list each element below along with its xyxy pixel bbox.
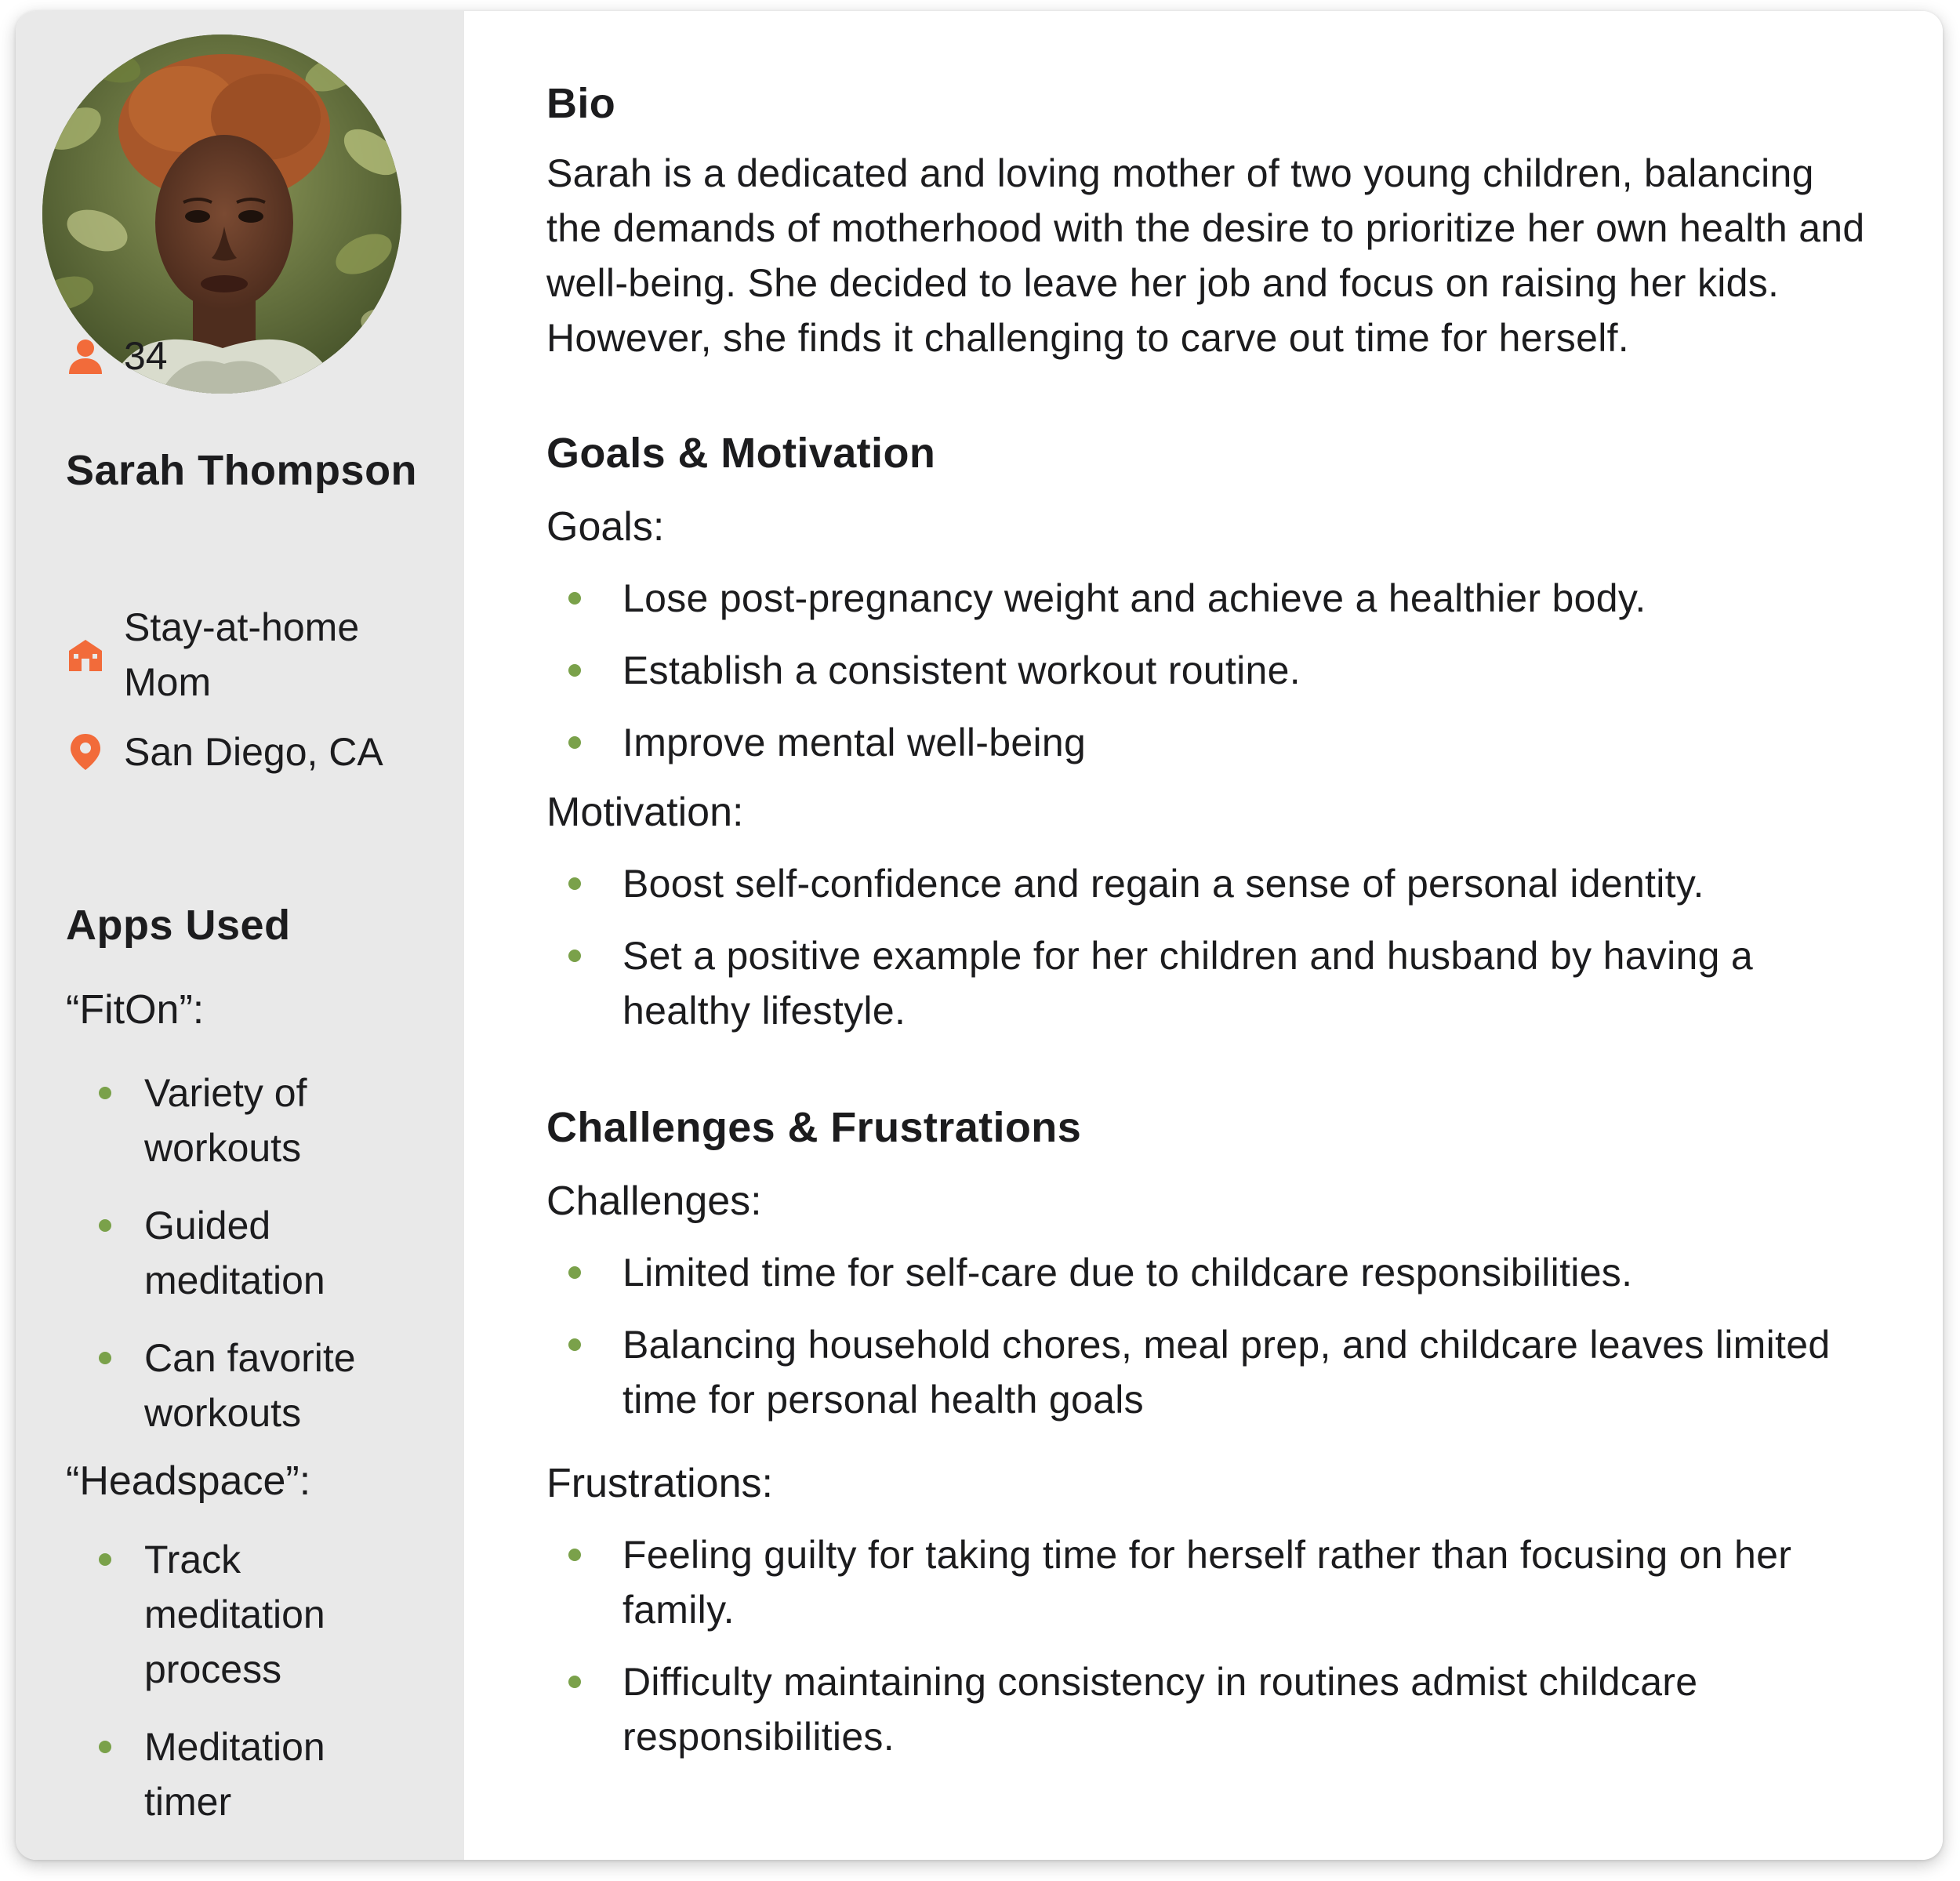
challenges-frustrations-title: Challenges & Frustrations xyxy=(546,1104,1082,1151)
bullet-dot xyxy=(99,1219,111,1232)
apps-used-title: Apps Used xyxy=(66,902,291,949)
goals-label: Goals: xyxy=(546,504,665,550)
bullet-dot xyxy=(568,1549,581,1561)
list-item: Improve mental well-being xyxy=(546,715,1885,770)
bio-section xyxy=(546,78,1911,365)
bullet-dot xyxy=(568,1266,581,1279)
list-item: Difficulty maintaining consistency in routines admist childcare responsibilities. xyxy=(546,1654,1885,1764)
goals-motivation-title: Goals & Motivation xyxy=(546,430,936,477)
persona-name: Sarah Thompson xyxy=(66,447,418,494)
bio-title: Bio xyxy=(546,80,616,127)
persona-main xyxy=(464,11,1943,1860)
bullet-dot xyxy=(99,1352,111,1364)
frustrations-label: Frustrations: xyxy=(546,1461,773,1506)
bullet-dot xyxy=(568,950,581,962)
bullet-dot xyxy=(99,1553,111,1566)
bullet-dot xyxy=(568,877,581,890)
bullet-dot xyxy=(99,1087,111,1099)
list-item: Limited time for self-care due to childcare responsibilities. xyxy=(546,1245,1885,1300)
bullet-dot xyxy=(568,1676,581,1688)
location-pin-icon xyxy=(66,732,105,772)
list-item: Balancing household chores, meal prep, and childcare leaves limited time for personal health goals xyxy=(546,1317,1885,1427)
list-item: Lose post-pregnancy weight and achieve a healthier body. xyxy=(546,571,1885,626)
bio-text: Sarah is a dedicated and loving mother of two young children, balancing the demands of motherhood with the desire to prioritize her own health and well-being. She decided to leave her job and focus on raising her kids. However, she finds it challenging to carve out time for herself. xyxy=(546,151,1865,360)
bullet-dot xyxy=(568,592,581,605)
persona-location: San Diego, CA xyxy=(124,730,383,774)
list-item: Set a positive example for her children and husband by having a healthy lifestyle. xyxy=(546,928,1885,1038)
challenges-list xyxy=(546,1245,1911,1427)
list-item: Feeling guilty for taking time for herself rather than focusing on her family. xyxy=(546,1527,1885,1637)
list-item: Track meditation process xyxy=(66,1532,411,1697)
bullet-dot xyxy=(568,664,581,677)
list-item: Can favorite workouts xyxy=(66,1331,411,1440)
house-icon xyxy=(66,635,105,674)
list-item: Establish a consistent workout routine. xyxy=(546,643,1885,698)
challenges-label: Challenges: xyxy=(546,1178,762,1224)
list-item: Meditation timer xyxy=(66,1719,411,1829)
app-name-headspace: “Headspace”: xyxy=(66,1458,311,1504)
challenges-frustrations-section xyxy=(546,1102,1911,1764)
app-feature-list-headspace xyxy=(66,1532,411,1852)
motivation-label: Motivation: xyxy=(546,790,744,835)
persona-age-row xyxy=(66,329,406,383)
persona-location-row xyxy=(66,724,406,779)
person-icon xyxy=(66,336,105,376)
goals-list xyxy=(546,571,1911,770)
persona-card xyxy=(16,11,1943,1860)
motivation-list xyxy=(546,856,1911,1038)
bullet-dot xyxy=(99,1741,111,1753)
list-item: Guided meditation xyxy=(66,1198,411,1308)
list-item: Variety of workouts xyxy=(66,1066,411,1175)
persona-age: 34 xyxy=(124,334,168,378)
bullet-dot xyxy=(568,1338,581,1351)
bullet-dot xyxy=(568,736,581,749)
persona-sidebar xyxy=(16,11,464,1860)
goals-motivation-section xyxy=(546,428,1911,1038)
persona-occupation: Stay-at-home Mom xyxy=(124,605,360,704)
app-feature-list-fiton xyxy=(66,1066,411,1463)
list-item: Boost self-confidence and regain a sense of personal identity. xyxy=(546,856,1885,911)
frustrations-list xyxy=(546,1527,1911,1764)
persona-occupation-row xyxy=(66,600,406,710)
app-name-fiton: “FitOn”: xyxy=(66,987,205,1033)
